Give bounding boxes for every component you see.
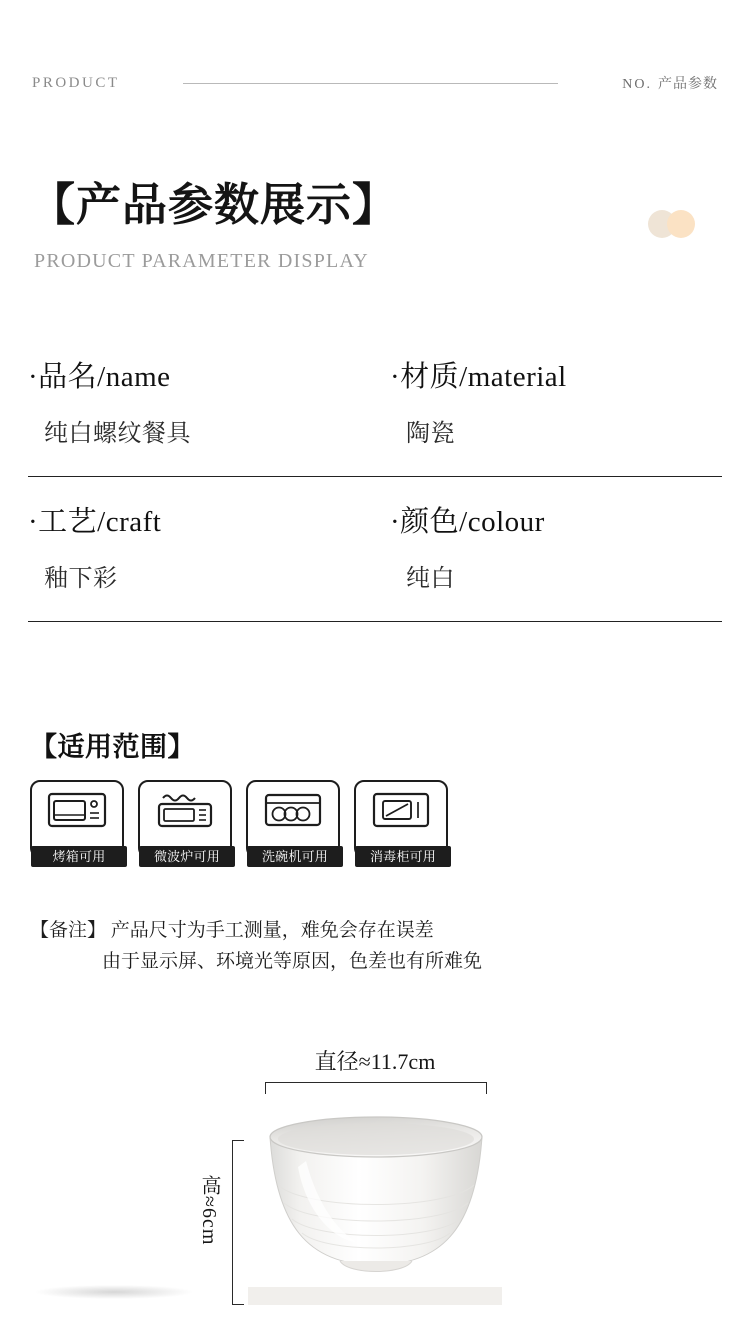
remark-line-1: 【备注】 产品尺寸为手工测量，难免会存在误差 (30, 920, 434, 941)
sterilizer-icon (371, 790, 431, 830)
scope-icon-row (30, 780, 720, 864)
height-bracket (232, 1140, 244, 1305)
parameter-table (28, 360, 722, 622)
parameter-key: ·品名/name (28, 361, 171, 393)
header-right-label (622, 73, 718, 93)
scope-item-label: 消毒柜可用 (355, 846, 451, 867)
remark-block (30, 915, 720, 978)
diameter-label: 直径≈11.7cm (314, 1049, 436, 1074)
deco-dot-b (667, 210, 695, 238)
parameter-cell-colour (360, 505, 722, 593)
title-block (30, 180, 720, 273)
scope-item-label: 烤箱可用 (31, 846, 127, 867)
scope-section (30, 725, 720, 864)
parameter-cell-name (28, 360, 360, 448)
parameter-row (28, 477, 722, 622)
header-left-label: PRODUCT (32, 74, 120, 91)
header-right-text: 产品参数 (658, 77, 718, 92)
bottom-strip (248, 1287, 502, 1305)
parameter-row (28, 360, 722, 477)
header-no-prefix: NO. (622, 77, 652, 92)
scope-item-label: 洗碗机可用 (247, 846, 343, 867)
scope-item-oven (30, 780, 124, 864)
parameter-value: 釉下彩 (44, 565, 118, 592)
remark-line-2: 由于显示屏、环境光等原因，色差也有所难免 (102, 951, 483, 973)
scope-item-sterilizer (354, 780, 448, 864)
scope-item-dishwasher (246, 780, 340, 864)
parameter-value: 纯白螺纹餐具 (44, 420, 191, 447)
page-header (32, 68, 718, 98)
parameter-key: ·材质/material (390, 361, 567, 393)
product-bowl-image (262, 1115, 490, 1290)
product-dimension-figure (0, 1035, 750, 1305)
decorative-dots-icon (648, 210, 702, 238)
scope-item-microwave (138, 780, 232, 864)
parameter-key: ·颜色/colour (390, 505, 545, 538)
height-label: 高≈6cm (198, 1175, 220, 1246)
diameter-bracket (265, 1082, 487, 1094)
oven-icon (47, 790, 107, 830)
scope-item-label: 微波炉可用 (139, 846, 235, 867)
parameter-value: 纯白 (406, 565, 455, 592)
parameter-value: 陶瓷 (406, 420, 455, 447)
scope-title: 【适用范围】 (30, 732, 195, 762)
dishwasher-icon (263, 790, 323, 830)
parameter-cell-craft (28, 505, 360, 593)
bowl-shadow (36, 1285, 192, 1299)
parameter-cell-material (360, 360, 722, 448)
microwave-icon (155, 790, 215, 830)
parameter-key: ·工艺/craft (28, 505, 162, 538)
page-title: 【产品参数展示】 (30, 180, 399, 230)
page-subtitle: PRODUCT PARAMETER DISPLAY (34, 249, 369, 272)
header-divider-rule (183, 83, 558, 84)
